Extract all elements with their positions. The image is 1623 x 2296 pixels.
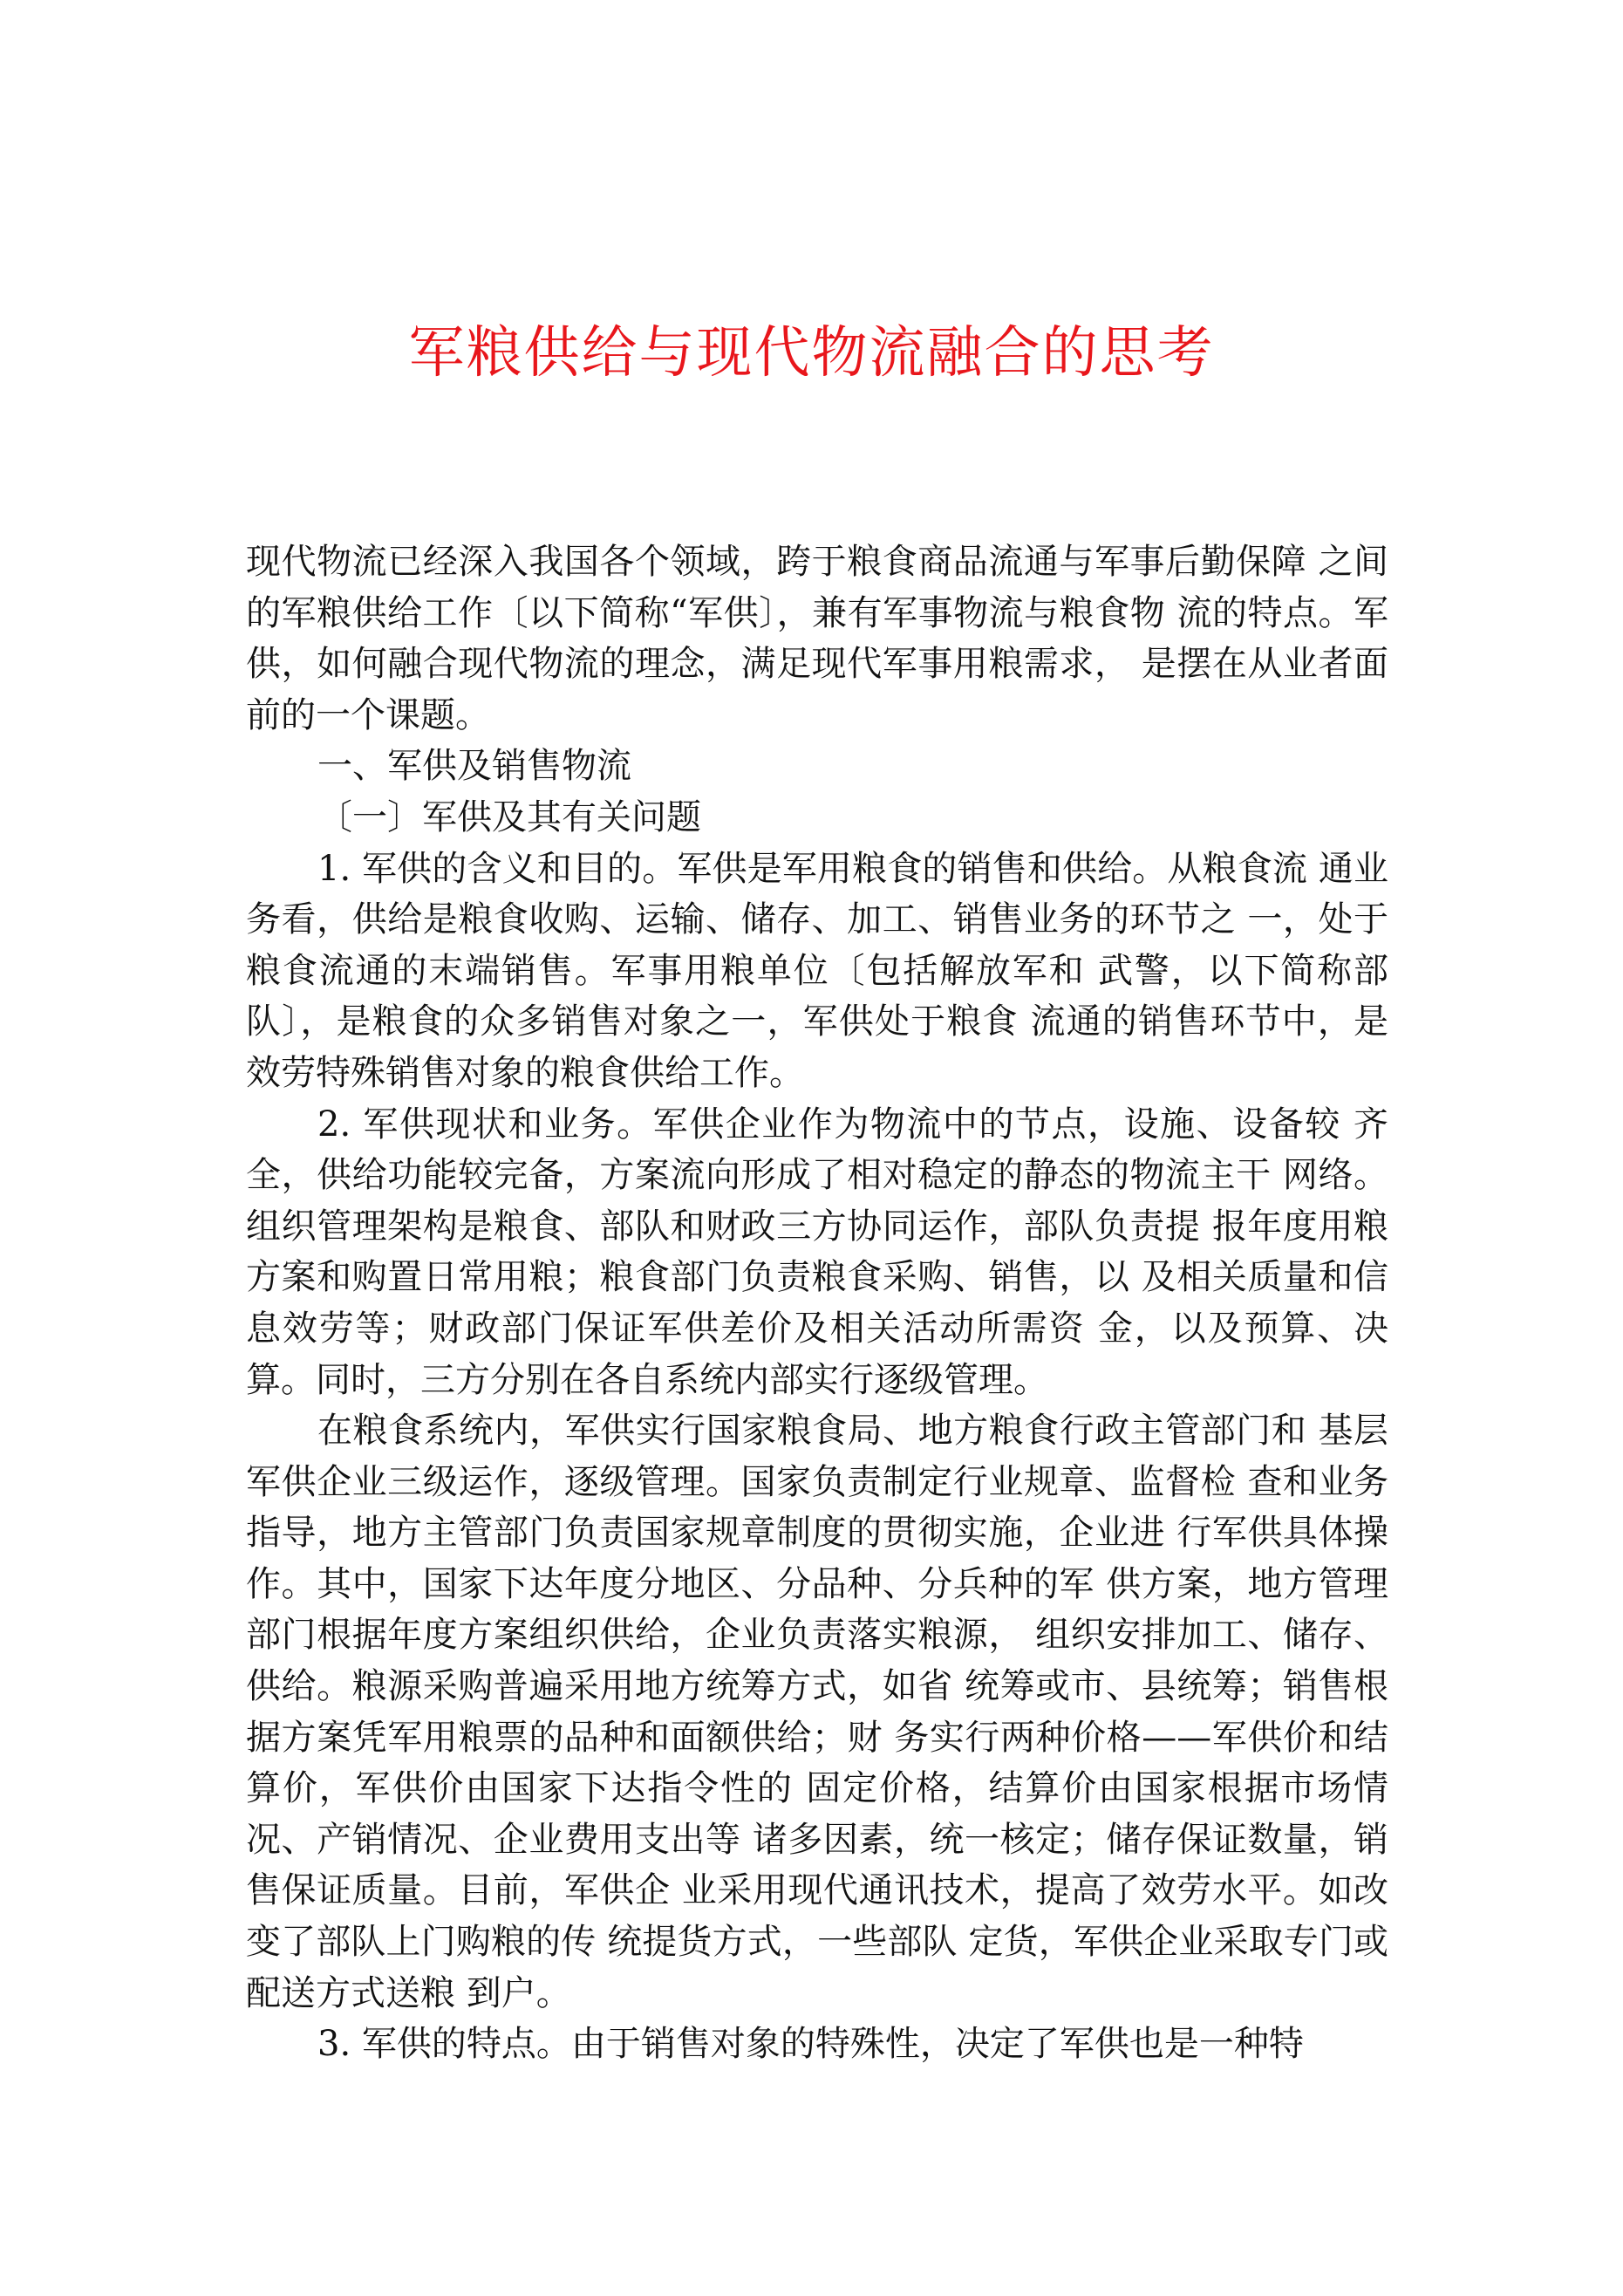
document-title: 军粮供给与现代物流融合的思考 xyxy=(408,321,1215,386)
paragraph: 1. 军供的含义和目的。军供是军用粮食的销售和供给。从粮食流 通业务看，供给是粮食收购、运输、储存、加工、销售业务的环节之 一，处于粮食流通的末端销售。军事用粮单位〔包括解放军和 武警，以下简称部队〕，是粮食的众多销售对象之一，军供处于粮食 流通的销售环节中，是效劳特殊销售对象的粮食供给工作。 xyxy=(246,848,1388,1093)
paragraph: 在粮食系统内，军供实行国家粮食局、地方粮食行政主管部门和 基层军供企业三级运作，逐级管理。国家负责制定行业规章、监督检 查和业务指导，地方主管部门负责国家规章制度的贯彻实施，企业进 行军供具体操作。其中，国家下达年度分地区、分品种、分兵种的军 供方案，地方管理部门根据年度方案组织供给，企业负责落实粮源， 组织安排加工、储存、供给。粮源采购普遍采用地方统筹方式，如省 统筹或市、县统筹；销售根据方案凭军用粮票的品种和面额供给；财 务实行两种价格——军供价和结算价，军供价由国家下达指令性的 固定价格，结算价由国家根据市场情况、产销情况、企业费用支出等 诸多因素，统一核定；储存保证数量，销售保证质量。目前，军供企 业采用现代通讯技术，提高了效劳水平。如改变了部队上门购粮的传 统提货方式，一些部队 定货，军供企业采取专门或配送方式送粮 到户。 xyxy=(246,1411,1388,2013)
subsection-heading: 〔一〕军供及其有关问题 xyxy=(317,796,701,837)
paragraph: 2. 军供现状和业务。军供企业作为物流中的节点，设施、设备较 齐全，供给功能较完备，方案流向形成了相对稳定的静态的物流主干 网络。组织管理架构是粮食、部队和财政三方协同运作，部队负责提 报年度用粮方案和购置日常用粮；粮食部门负责粮食采购、销售，以 及相关质量和信息效劳等；财政部门保证军供差价及相关活动所需资 金，以及预算、决算。同时，三方分别在各自系统内部实行逐级管理。 xyxy=(246,1104,1388,1400)
paragraph: 现代物流已经深入我国各个领域，跨于粮食商品流通与军事后勤保障 之间的军粮供给工作〔以下简称“军供〕，兼有军事物流与粮食物 流的特点。军供，如何融合现代物流的理念，满足现代军事用粮需求， 是摆在从业者面前的一个课题。 xyxy=(246,542,1388,735)
document-body xyxy=(246,536,1388,2070)
paragraph: 3. 军供的特点。由于销售对象的特殊性，决定了军供也是一种特 xyxy=(317,2024,1304,2065)
section-heading: 一、军供及销售物流 xyxy=(317,746,631,787)
